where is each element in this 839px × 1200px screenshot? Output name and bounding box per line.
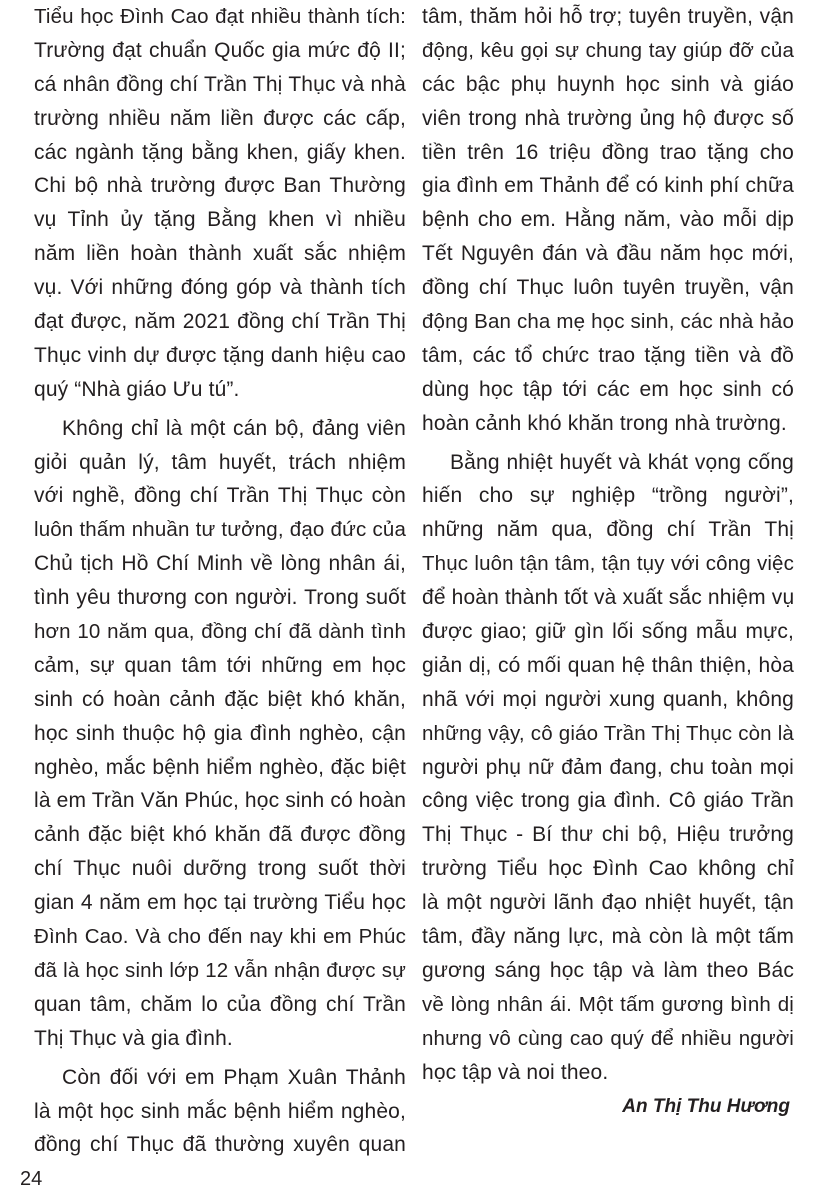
text-line: là em Trần Văn Phúc, học sinh có hoàn xyxy=(34,789,407,813)
text-line: công việc trong gia đình. Cô giáo Trần xyxy=(422,789,794,813)
text-line: để hoàn thành tốt và xuất sắc nhiệm vụ xyxy=(422,586,795,610)
text-line: nghèo, mắc bệnh hiểm nghèo, đặc biệt xyxy=(34,755,406,779)
text-line: vụ Tỉnh ủy tặng Bằng khen vì nhiều xyxy=(34,208,406,232)
text-line: là một học sinh mắc bệnh hiểm nghèo, xyxy=(34,1099,406,1123)
text-line: tâm, đầy năng lực, mà còn là một tấm xyxy=(422,925,794,949)
text-line: dùng học tập tới các em học sinh có xyxy=(422,377,794,401)
text-line: những năm qua, đồng chí Trần Thị xyxy=(422,518,794,542)
text-line: Thị Thục và gia đình. xyxy=(34,1026,233,1050)
text-line: cảnh đặc biệt khó khăn đã được đồng xyxy=(34,823,406,847)
text-line: đồng chí Thục đã thường xuyên quan xyxy=(34,1133,406,1157)
text-line: hơn 10 năm qua, đồng chí đã dành tình xyxy=(34,620,406,644)
text-line: Bằng nhiệt huyết và khát vọng cống xyxy=(450,450,794,474)
text-line: Đình Cao. Và cho đến nay khi em Phúc xyxy=(34,925,406,949)
text-line: trường Tiểu học Đình Cao không chỉ xyxy=(422,857,794,881)
text-line: Tiểu học Đình Cao đạt nhiều thành tích: xyxy=(34,5,406,28)
text-line: sinh có hoàn cảnh đặc biệt khó khăn, xyxy=(34,687,406,711)
text-line: các ngành tặng bằng khen, giấy khen. xyxy=(34,140,406,164)
text-line: chí Thục nuôi dưỡng trong suốt thời xyxy=(34,857,406,881)
text-line: đồng chí Thục luôn tuyên truyền, vận xyxy=(422,276,794,300)
text-line: động, kêu gọi sự chung tay giúp đỡ của xyxy=(422,38,794,62)
text-line: gia đình em Thảnh để có kinh phí chữa xyxy=(422,174,794,198)
text-line: hiến cho sự nghiệp “trồng người”, xyxy=(422,484,794,508)
text-line: động Ban cha mẹ học sinh, các nhà hảo xyxy=(422,310,794,334)
text-line: gian 4 năm em học tại trường Tiểu học xyxy=(34,891,406,915)
text-line: Chi bộ nhà trường được Ban Thường xyxy=(34,174,406,198)
text-line: Chủ tịch Hồ Chí Minh về lòng nhân ái, xyxy=(34,552,406,576)
text-line: tình yêu thương con người. Trong suốt xyxy=(34,586,406,610)
text-line: viên trong nhà trường ủng hộ được số xyxy=(422,106,794,130)
text-line: vụ. Với những đóng góp và thành tích xyxy=(34,276,406,300)
text-line: với nghề, đồng chí Trần Thị Thục còn xyxy=(34,484,406,508)
article-column-left xyxy=(34,0,406,1162)
text-line: gương sáng học tập và làm theo Bác xyxy=(422,958,794,982)
text-line: nhưng vô cùng cao quý để nhiều người xyxy=(422,1026,794,1050)
page-number: 24 xyxy=(20,1168,43,1190)
text-line: những vậy, cô giáo Trần Thị Thục còn là xyxy=(422,721,794,745)
text-line: trường nhiều năm liền được các cấp, xyxy=(34,106,406,130)
text-line: các bậc phụ huynh học sinh và giáo xyxy=(422,72,794,96)
text-line: về lòng nhân ái. Một tấm gương bình dị xyxy=(422,992,794,1016)
text-line: Trường đạt chuẩn Quốc gia mức độ II; xyxy=(34,38,406,62)
text-line: đạt được, năm 2021 đồng chí Trần Thị xyxy=(34,310,406,334)
text-line: tâm, thăm hỏi hỗ trợ; tuyên truyền, vận xyxy=(422,5,794,28)
text-line: Tết Nguyên đán và đầu năm học mới, xyxy=(422,242,794,266)
text-line: giỏi quản lý, tâm huyết, trách nhiệm xyxy=(34,450,406,474)
text-line: quan tâm, chăm lo của đồng chí Trần xyxy=(34,992,406,1016)
text-line: năm liền hoàn thành xuất sắc nhiệm xyxy=(34,242,406,266)
text-line: cá nhân đồng chí Trần Thị Thục và nhà xyxy=(34,72,406,96)
text-line: học tập và noi theo. xyxy=(422,1060,609,1084)
text-line: bệnh cho em. Hằng năm, vào mỗi dịp xyxy=(422,208,794,232)
text-line: Thục vinh dự được tặng danh hiệu cao xyxy=(34,343,406,367)
text-line: đã là học sinh lớp 12 vẫn nhận được sự xyxy=(34,958,406,982)
text-line: tiền trên 16 triệu đồng trao tặng cho xyxy=(422,140,794,164)
text-line: nhã với mọi người xung quanh, không xyxy=(422,687,794,711)
text-line: hoàn cảnh khó khăn trong nhà trường. xyxy=(422,411,787,435)
text-line: giản dị, có mối quan hệ thân thiện, hòa xyxy=(422,653,794,677)
text-line: Thục luôn tận tâm, tận tụy với công việc xyxy=(422,552,794,576)
text-line: là một người lãnh đạo nhiệt huyết, tận xyxy=(422,891,794,915)
text-line: học sinh thuộc hộ gia đình nghèo, cận xyxy=(34,721,406,745)
text-line: Còn đối với em Phạm Xuân Thảnh xyxy=(62,1065,406,1089)
text-line: người phụ nữ đảm đang, chu toàn mọi xyxy=(422,755,794,779)
text-line: luôn thấm nhuần tư tưởng, đạo đức của xyxy=(34,518,406,542)
text-line: Thị Thục - Bí thư chi bộ, Hiệu trưởng xyxy=(422,823,794,847)
text-line: Không chỉ là một cán bộ, đảng viên xyxy=(62,416,406,440)
text-line: cảm, sự quan tâm tới những em học xyxy=(34,653,406,677)
article-column-right xyxy=(422,0,794,1123)
text-line: được giao; giữ gìn lối sống mẫu mực, xyxy=(422,620,794,644)
text-line: tâm, các tổ chức trao tặng tiền và đồ xyxy=(422,343,794,367)
author-byline: An Thị Thu Hương xyxy=(622,1095,790,1117)
text-line: quý “Nhà giáo Ưu tú”. xyxy=(34,377,240,401)
